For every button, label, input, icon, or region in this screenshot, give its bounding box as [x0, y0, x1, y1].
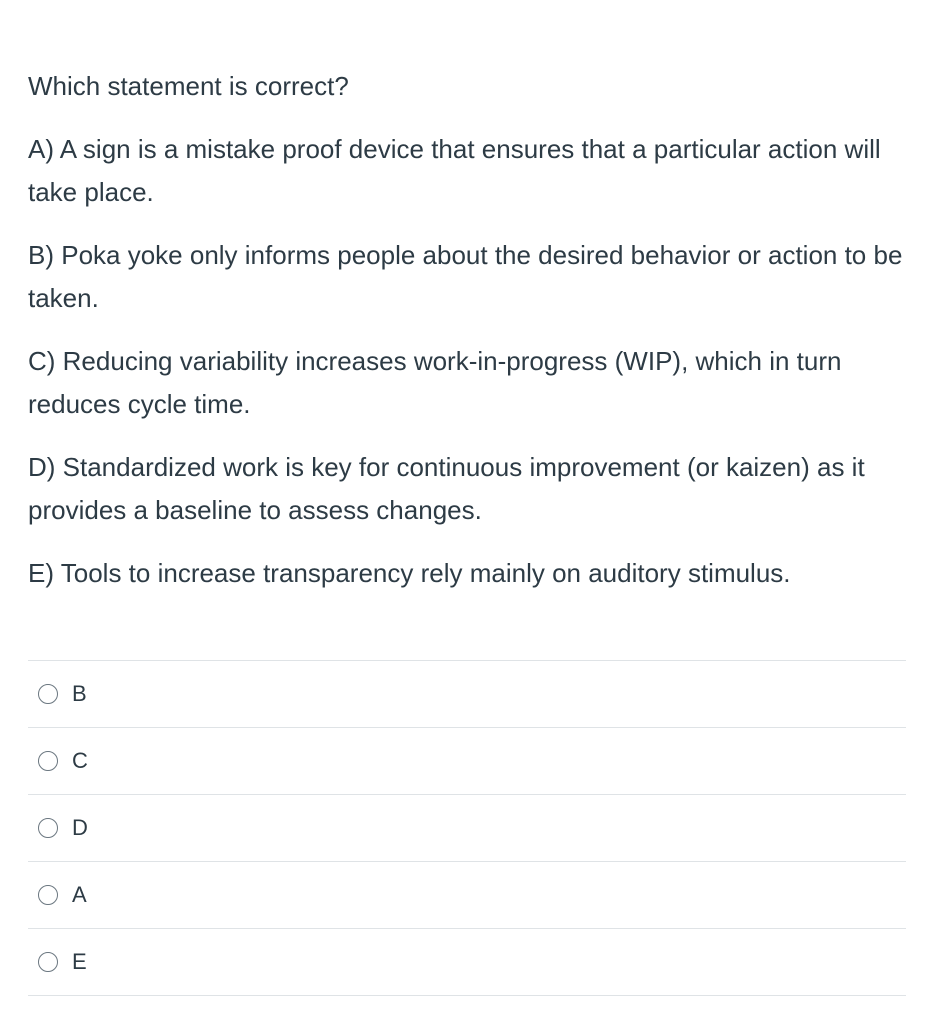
- radio-button[interactable]: [38, 818, 58, 838]
- question-prompt: Which statement is correct?: [28, 71, 349, 101]
- question-body: [28, 0, 906, 595]
- radio-button[interactable]: [38, 751, 58, 771]
- answer-list: [28, 660, 906, 996]
- answer-label: D: [72, 815, 88, 840]
- answer-label: B: [72, 681, 87, 706]
- answer-option-c[interactable]: [28, 728, 906, 795]
- statement-e: E) Tools to increase transparency rely mainly on auditory stimulus.: [28, 558, 791, 588]
- radio-button[interactable]: [38, 952, 58, 972]
- statement-a: A) A sign is a mistake proof device that ensures that a particular action will take place.: [28, 134, 881, 207]
- answer-label: E: [72, 949, 87, 974]
- answer-label: A: [72, 882, 87, 907]
- answer-option-d[interactable]: [28, 795, 906, 862]
- answer-label: C: [72, 748, 88, 773]
- answer-option-b[interactable]: [28, 661, 906, 728]
- statement-c: C) Reducing variability increases work-in-progress (WIP), which in turn reduces cycle time.: [28, 346, 842, 419]
- statement-b: B) Poka yoke only informs people about the desired behavior or action to be taken.: [28, 240, 903, 313]
- radio-button[interactable]: [38, 684, 58, 704]
- statement-d: D) Standardized work is key for continuous improvement (or kaizen) as it provides a baseline to assess changes.: [28, 452, 865, 525]
- answer-option-a[interactable]: [28, 862, 906, 929]
- radio-button[interactable]: [38, 885, 58, 905]
- answer-option-e[interactable]: [28, 929, 906, 996]
